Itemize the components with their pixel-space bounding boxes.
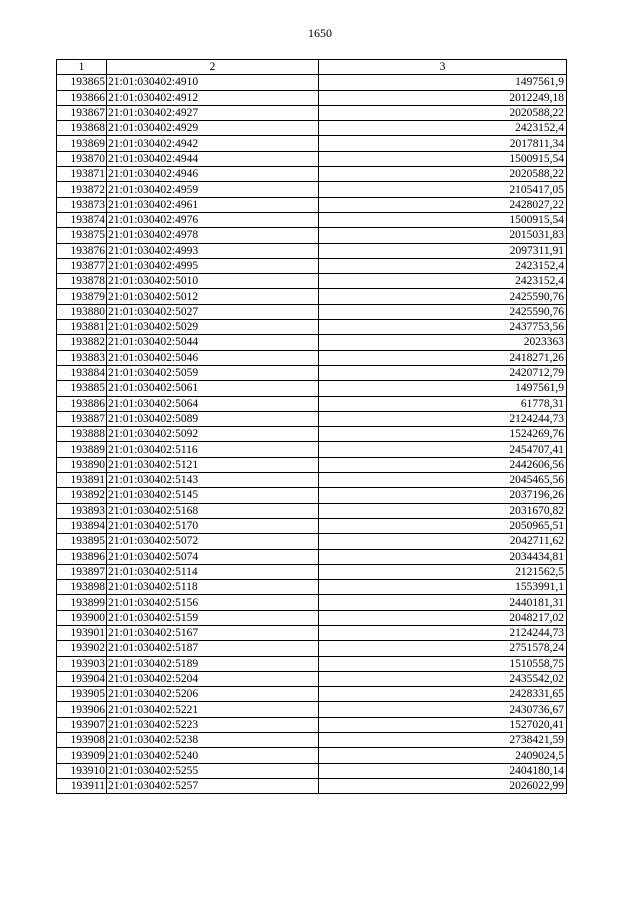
row-number-cell: 193878: [57, 274, 107, 289]
cadastral-number-cell: 21:01:030402:5238: [107, 733, 319, 748]
row-number-cell: 193882: [57, 335, 107, 350]
value-cell: 2437753,56: [319, 320, 567, 335]
cadastral-number-cell: 21:01:030402:5121: [107, 457, 319, 472]
cadastral-number-cell: 21:01:030402:5221: [107, 702, 319, 717]
value-cell: 2015031,83: [319, 228, 567, 243]
cadastral-number-cell: 21:01:030402:4995: [107, 258, 319, 273]
value-cell: 2404180,14: [319, 763, 567, 778]
row-number-cell: 193869: [57, 136, 107, 151]
table-row: [57, 350, 567, 365]
cadastral-number-cell: 21:01:030402:5029: [107, 320, 319, 335]
table-row: [57, 442, 567, 457]
table-row: [57, 641, 567, 656]
value-cell: 1510558,75: [319, 656, 567, 671]
row-number-cell: 193900: [57, 610, 107, 625]
value-cell: 2423152,4: [319, 258, 567, 273]
table-row: [57, 503, 567, 518]
table-row: [57, 595, 567, 610]
column-header-2: 2: [107, 60, 319, 75]
cadastral-number-cell: 21:01:030402:4961: [107, 197, 319, 212]
table-row: [57, 763, 567, 778]
row-number-cell: 193876: [57, 243, 107, 258]
value-cell: 2409024,5: [319, 748, 567, 763]
row-number-cell: 193907: [57, 717, 107, 732]
value-cell: 2023363: [319, 335, 567, 350]
row-number-cell: 193868: [57, 121, 107, 136]
table-row: [57, 427, 567, 442]
row-number-cell: 193889: [57, 442, 107, 457]
value-cell: 2037196,26: [319, 488, 567, 503]
cadastral-number-cell: 21:01:030402:4976: [107, 212, 319, 227]
row-number-cell: 193902: [57, 641, 107, 656]
row-number-cell: 193880: [57, 304, 107, 319]
table-row: [57, 564, 567, 579]
value-cell: 2097311,91: [319, 243, 567, 258]
row-number-cell: 193877: [57, 258, 107, 273]
table-row: [57, 518, 567, 533]
table-row: [57, 748, 567, 763]
row-number-cell: 193879: [57, 289, 107, 304]
cadastral-number-cell: 21:01:030402:5027: [107, 304, 319, 319]
table-row: [57, 687, 567, 702]
table-row: [57, 457, 567, 472]
value-cell: 2435542,02: [319, 671, 567, 686]
row-number-cell: 193875: [57, 228, 107, 243]
cadastral-number-cell: 21:01:030402:5167: [107, 625, 319, 640]
value-cell: 2440181,31: [319, 595, 567, 610]
column-header-3: 3: [319, 60, 567, 75]
value-cell: 1527020,41: [319, 717, 567, 732]
table-row: [57, 197, 567, 212]
row-number-cell: 193910: [57, 763, 107, 778]
value-cell: 1500915,54: [319, 151, 567, 166]
cadastral-number-cell: 21:01:030402:5089: [107, 411, 319, 426]
row-number-cell: 193895: [57, 534, 107, 549]
row-number-cell: 193897: [57, 564, 107, 579]
row-number-cell: 193870: [57, 151, 107, 166]
table-row: [57, 702, 567, 717]
cadastral-number-cell: 21:01:030402:5114: [107, 564, 319, 579]
table-row: [57, 335, 567, 350]
cadastral-number-cell: 21:01:030402:5059: [107, 365, 319, 380]
value-cell: 2020588,22: [319, 105, 567, 120]
table-row: [57, 105, 567, 120]
value-cell: 2738421,59: [319, 733, 567, 748]
table-row: [57, 75, 567, 90]
row-number-cell: 193888: [57, 427, 107, 442]
table-body: [57, 75, 567, 794]
cadastral-number-cell: 21:01:030402:5092: [107, 427, 319, 442]
value-cell: 2428027,22: [319, 197, 567, 212]
cadastral-number-cell: 21:01:030402:4912: [107, 90, 319, 105]
column-header-1: 1: [57, 60, 107, 75]
value-cell: 2050965,51: [319, 518, 567, 533]
value-cell: 2026022,99: [319, 778, 567, 793]
table-row: [57, 228, 567, 243]
cadastral-number-cell: 21:01:030402:5072: [107, 534, 319, 549]
row-number-cell: 193899: [57, 595, 107, 610]
cadastral-number-cell: 21:01:030402:5010: [107, 274, 319, 289]
cadastral-number-cell: 21:01:030402:4910: [107, 75, 319, 90]
row-number-cell: 193890: [57, 457, 107, 472]
data-table: [56, 59, 567, 794]
table-row: [57, 289, 567, 304]
row-number-cell: 193901: [57, 625, 107, 640]
table-row: [57, 320, 567, 335]
table-row: [57, 212, 567, 227]
value-cell: 2034434,81: [319, 549, 567, 564]
row-number-cell: 193871: [57, 167, 107, 182]
cadastral-number-cell: 21:01:030402:5255: [107, 763, 319, 778]
row-number-cell: 193886: [57, 396, 107, 411]
row-number-cell: 193866: [57, 90, 107, 105]
cadastral-number-cell: 21:01:030402:5168: [107, 503, 319, 518]
table-row: [57, 90, 567, 105]
cadastral-number-cell: 21:01:030402:4993: [107, 243, 319, 258]
table-row: [57, 258, 567, 273]
table-header-row: [57, 60, 567, 75]
cadastral-number-cell: 21:01:030402:4942: [107, 136, 319, 151]
value-cell: 2425590,76: [319, 304, 567, 319]
table-row: [57, 534, 567, 549]
value-cell: 1553991,1: [319, 580, 567, 595]
cadastral-number-cell: 21:01:030402:5118: [107, 580, 319, 595]
table-row: [57, 121, 567, 136]
cadastral-number-cell: 21:01:030402:5143: [107, 473, 319, 488]
cadastral-number-cell: 21:01:030402:5170: [107, 518, 319, 533]
table-row: [57, 304, 567, 319]
cadastral-number-cell: 21:01:030402:5012: [107, 289, 319, 304]
table-row: [57, 274, 567, 289]
cadastral-number-cell: 21:01:030402:5189: [107, 656, 319, 671]
cadastral-number-cell: 21:01:030402:4978: [107, 228, 319, 243]
table-row: [57, 151, 567, 166]
value-cell: 2124244,73: [319, 625, 567, 640]
value-cell: 2012249,18: [319, 90, 567, 105]
row-number-cell: 193883: [57, 350, 107, 365]
value-cell: 2430736,67: [319, 702, 567, 717]
value-cell: 2121562,5: [319, 564, 567, 579]
table-row: [57, 396, 567, 411]
value-cell: 2751578,24: [319, 641, 567, 656]
value-cell: 1497561,9: [319, 75, 567, 90]
table-row: [57, 778, 567, 793]
row-number-cell: 193873: [57, 197, 107, 212]
value-cell: 2042711,62: [319, 534, 567, 549]
table-row: [57, 411, 567, 426]
cadastral-number-cell: 21:01:030402:5061: [107, 381, 319, 396]
table-row: [57, 549, 567, 564]
row-number-cell: 193909: [57, 748, 107, 763]
table-row: [57, 167, 567, 182]
row-number-cell: 193892: [57, 488, 107, 503]
cadastral-number-cell: 21:01:030402:5240: [107, 748, 319, 763]
value-cell: 2423152,4: [319, 274, 567, 289]
row-number-cell: 193908: [57, 733, 107, 748]
row-number-cell: 193885: [57, 381, 107, 396]
cadastral-number-cell: 21:01:030402:5074: [107, 549, 319, 564]
table-row: [57, 580, 567, 595]
table-row: [57, 488, 567, 503]
row-number-cell: 193867: [57, 105, 107, 120]
cadastral-number-cell: 21:01:030402:4927: [107, 105, 319, 120]
row-number-cell: 193891: [57, 473, 107, 488]
cadastral-number-cell: 21:01:030402:4959: [107, 182, 319, 197]
value-cell: 2020588,22: [319, 167, 567, 182]
value-cell: 2423152,4: [319, 121, 567, 136]
row-number-cell: 193881: [57, 320, 107, 335]
cadastral-number-cell: 21:01:030402:5046: [107, 350, 319, 365]
cadastral-number-cell: 21:01:030402:5187: [107, 641, 319, 656]
cadastral-number-cell: 21:01:030402:4929: [107, 121, 319, 136]
cadastral-number-cell: 21:01:030402:5145: [107, 488, 319, 503]
row-number-cell: 193911: [57, 778, 107, 793]
row-number-cell: 193893: [57, 503, 107, 518]
cadastral-number-cell: 21:01:030402:5116: [107, 442, 319, 457]
table-row: [57, 625, 567, 640]
page-number: 1650: [308, 26, 332, 40]
cadastral-number-cell: 21:01:030402:4946: [107, 167, 319, 182]
value-cell: 2420712,79: [319, 365, 567, 380]
row-number-cell: 193906: [57, 702, 107, 717]
row-number-cell: 193887: [57, 411, 107, 426]
table-row: [57, 671, 567, 686]
table-row: [57, 243, 567, 258]
row-number-cell: 193874: [57, 212, 107, 227]
row-number-cell: 193884: [57, 365, 107, 380]
table-row: [57, 473, 567, 488]
row-number-cell: 193896: [57, 549, 107, 564]
value-cell: 2105417,05: [319, 182, 567, 197]
table-row: [57, 656, 567, 671]
cadastral-number-cell: 21:01:030402:5064: [107, 396, 319, 411]
row-number-cell: 193872: [57, 182, 107, 197]
row-number-cell: 193894: [57, 518, 107, 533]
value-cell: 2048217,02: [319, 610, 567, 625]
value-cell: 2124244,73: [319, 411, 567, 426]
cadastral-number-cell: 21:01:030402:4944: [107, 151, 319, 166]
table-row: [57, 365, 567, 380]
cadastral-number-cell: 21:01:030402:5156: [107, 595, 319, 610]
value-cell: 2418271,26: [319, 350, 567, 365]
value-cell: 2454707,41: [319, 442, 567, 457]
row-number-cell: 193905: [57, 687, 107, 702]
table-row: [57, 717, 567, 732]
value-cell: 2017811,34: [319, 136, 567, 151]
row-number-cell: 193898: [57, 580, 107, 595]
value-cell: 1500915,54: [319, 212, 567, 227]
table-row: [57, 733, 567, 748]
cadastral-number-cell: 21:01:030402:5044: [107, 335, 319, 350]
cadastral-number-cell: 21:01:030402:5159: [107, 610, 319, 625]
row-number-cell: 193865: [57, 75, 107, 90]
value-cell: 61778,31: [319, 396, 567, 411]
value-cell: 2031670,82: [319, 503, 567, 518]
cadastral-number-cell: 21:01:030402:5257: [107, 778, 319, 793]
value-cell: 2425590,76: [319, 289, 567, 304]
value-cell: 1524269,76: [319, 427, 567, 442]
value-cell: 2442606,56: [319, 457, 567, 472]
table-row: [57, 182, 567, 197]
cadastral-number-cell: 21:01:030402:5206: [107, 687, 319, 702]
cadastral-number-cell: 21:01:030402:5204: [107, 671, 319, 686]
value-cell: 2045465,56: [319, 473, 567, 488]
value-cell: 1497561,9: [319, 381, 567, 396]
cadastral-number-cell: 21:01:030402:5223: [107, 717, 319, 732]
table-row: [57, 610, 567, 625]
value-cell: 2428331,65: [319, 687, 567, 702]
table-row: [57, 136, 567, 151]
table-row: [57, 381, 567, 396]
row-number-cell: 193904: [57, 671, 107, 686]
row-number-cell: 193903: [57, 656, 107, 671]
